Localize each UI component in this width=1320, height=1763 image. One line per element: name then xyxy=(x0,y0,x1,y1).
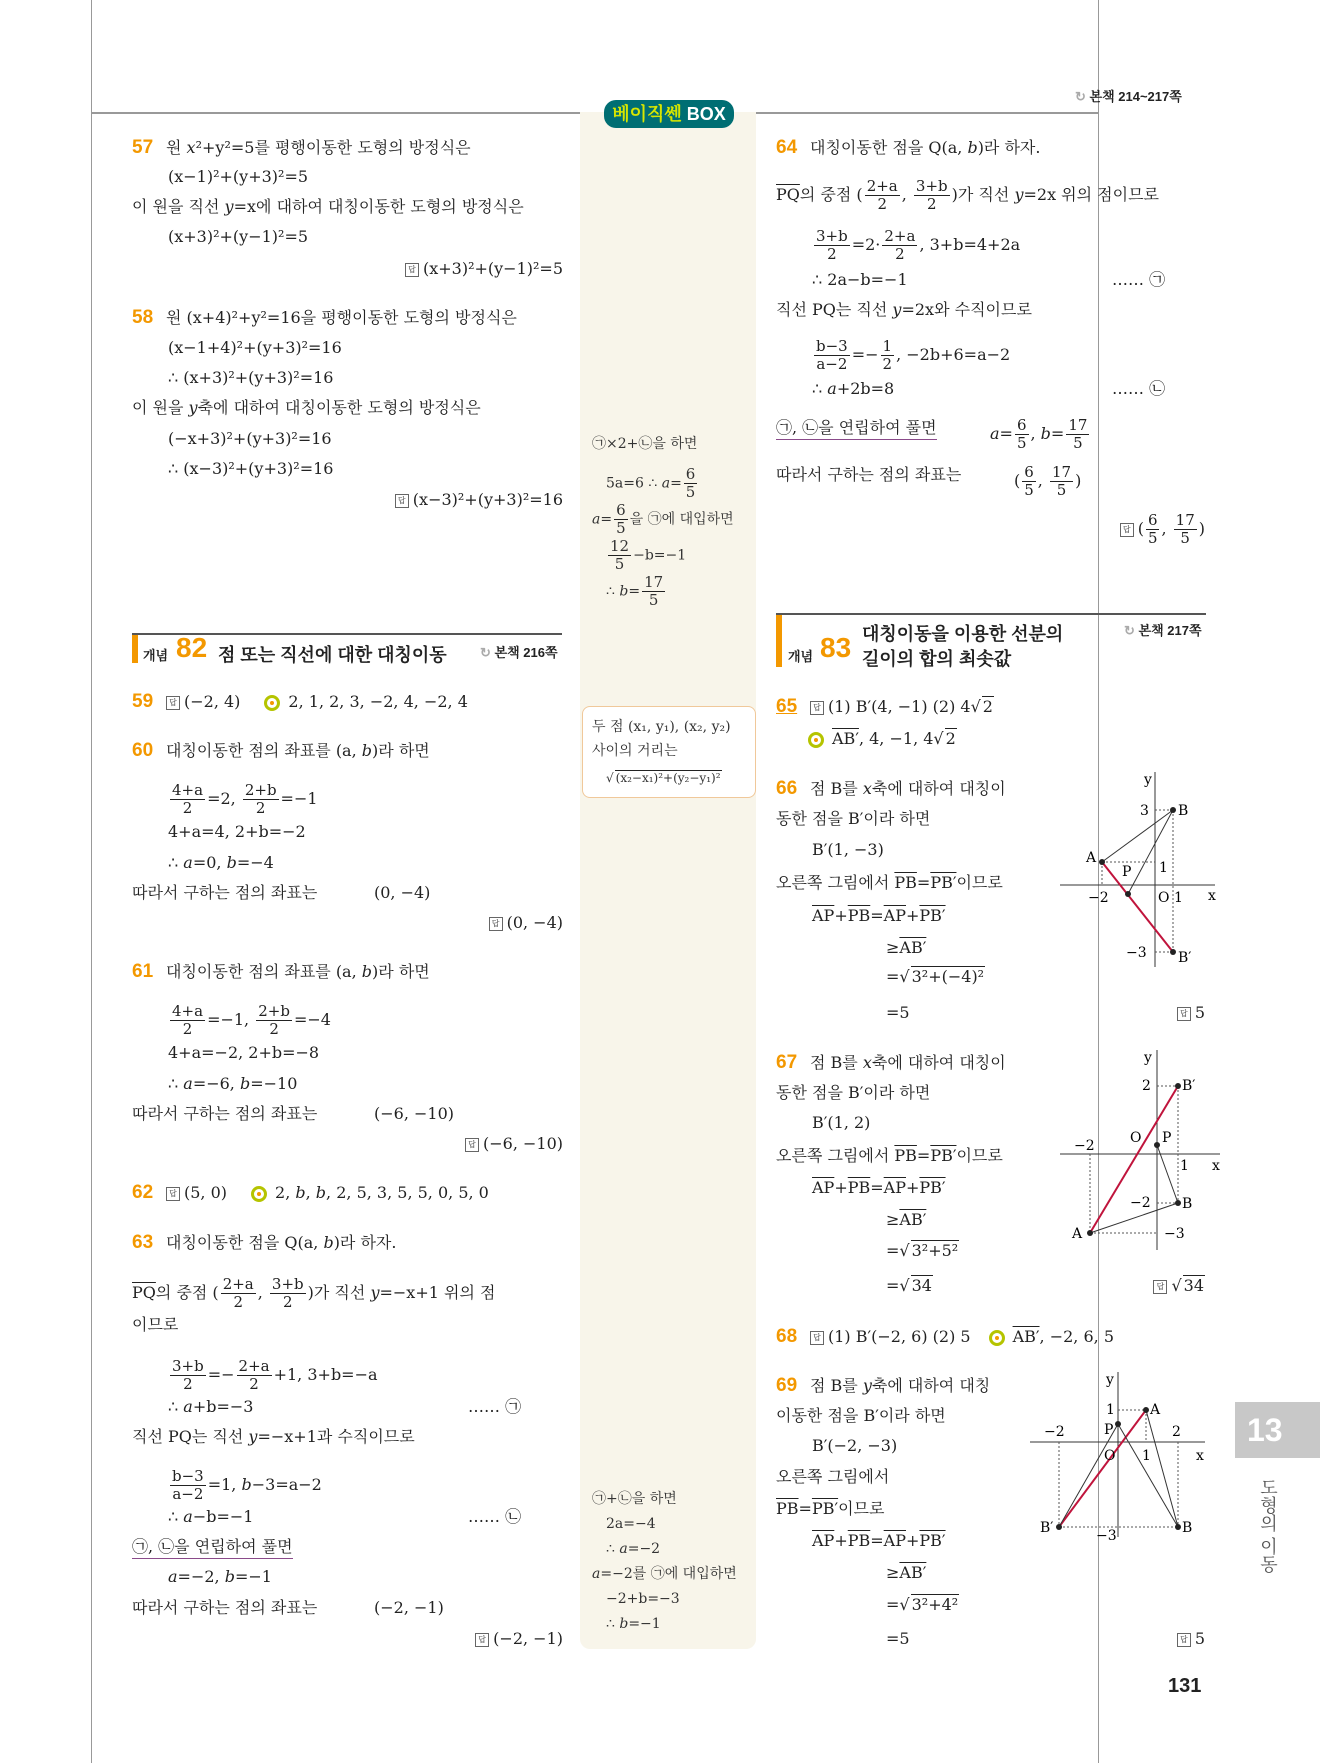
line: B′(1, −3) xyxy=(812,840,884,859)
answer-icon: 답 xyxy=(1177,1007,1191,1021)
note-line: 2a=−4 xyxy=(606,1516,656,1532)
line: (x+3)²+(y−1)²=5 xyxy=(168,227,309,246)
line: $\frac{4+a}{2}$ =−1, $\frac{2+b}{2}$ =−4 xyxy=(172,1002,331,1038)
line: B′(1, 2) xyxy=(812,1113,871,1132)
problem-number: 65 xyxy=(776,696,798,717)
line: 이므로 xyxy=(132,1315,179,1334)
line: 오른쪽 그림에서 $\overline{PB}=PB'$이므로 xyxy=(776,873,1003,892)
line: ∴ (x−3)²+(y+3)²=16 xyxy=(168,459,334,478)
answer xyxy=(405,258,563,280)
line: 따라서 구하는 점의 좌표는 xyxy=(776,465,962,484)
answer-icon: 답 xyxy=(465,1138,479,1152)
note-line: $\frac{12}{5}$ −b=−1 xyxy=(610,537,687,573)
graph-label: B′ xyxy=(1182,1078,1196,1094)
line: 오른쪽 그림에서 $\overline{PB}=PB'$이므로 xyxy=(776,1146,1003,1165)
line: 대칭이동한 점을 Q(a, b)라 하자. xyxy=(810,138,1041,157)
line: …… ㉠ xyxy=(1112,270,1166,289)
answer-text: √ 34 xyxy=(1171,1276,1204,1295)
line: 대칭이동한 점의 좌표를 (a, b)라 하면 xyxy=(166,741,430,760)
target-icon xyxy=(251,1186,267,1202)
line: (−2, −1) xyxy=(374,1598,444,1617)
problem-number: 57 xyxy=(132,137,154,158)
chapter-title: 도형의 이동 xyxy=(1258,1478,1278,1574)
answer-text: ( $\frac{6}{5}$ , $\frac{17}{5}$ ) xyxy=(1137,511,1205,547)
line: =√ 3²+(−4)² xyxy=(886,967,985,986)
graph-label: −3 xyxy=(1096,1528,1117,1542)
line: …… ㉠ xyxy=(468,1397,522,1416)
graph-label: P xyxy=(1122,864,1132,880)
fill-line xyxy=(800,728,957,750)
graph-label: −3 xyxy=(1126,945,1147,961)
graph-label: B xyxy=(1178,803,1189,819)
line: 4+a=−2, 2+b=−8 xyxy=(168,1043,320,1062)
chapter-number: 13 xyxy=(1247,1412,1283,1448)
graph-label: B xyxy=(1182,1196,1193,1212)
badge-text: 베이직쎈 xyxy=(612,104,682,124)
line: ∴ (x+3)²+(y+3)²=16 xyxy=(168,368,334,387)
problem-number: 69 xyxy=(776,1375,798,1396)
concept-ref-text: 본책 216쪽 xyxy=(494,645,558,660)
graph-label: 3 xyxy=(1140,803,1149,819)
line: ∴ a=−6, b=−10 xyxy=(168,1074,298,1093)
problem-number: 63 xyxy=(132,1232,154,1253)
answer-icon: 답 xyxy=(166,696,180,710)
graph-label: 1 xyxy=(1180,1158,1189,1174)
note-line: −2+b=−3 xyxy=(606,1591,680,1607)
line: 따라서 구하는 점의 좌표는 xyxy=(132,1104,318,1123)
target-icon xyxy=(264,695,280,711)
graph-label: P xyxy=(1162,1130,1172,1146)
line: ≥AB′ xyxy=(886,1210,927,1229)
graph-label: B′ xyxy=(1040,1520,1054,1536)
concept-ref xyxy=(480,642,558,661)
concept-rule xyxy=(776,613,1206,615)
segment-pb xyxy=(1128,810,1173,894)
note-line: ∴ b= $\frac{17}{5}$ xyxy=(606,573,664,609)
graph-label: 1 xyxy=(1106,1402,1115,1418)
problem-number: 64 xyxy=(776,137,798,158)
answer xyxy=(489,912,563,934)
line: 직선 PQ는 직선 y=2x와 수직이므로 xyxy=(776,300,1032,319)
line: $\frac{3+b}{2}$ =− $\frac{2+a}{2}$ +1, 3+b=−a xyxy=(172,1357,378,1393)
left-border xyxy=(91,0,92,1763)
refresh-icon: ↻ xyxy=(1124,623,1135,638)
concept-number: 83 xyxy=(820,632,852,663)
answer-icon: 답 xyxy=(810,701,824,715)
note-line: ㉠×2+㉡을 하면 xyxy=(592,436,698,452)
line: (x−1+4)²+(y+3)²=16 xyxy=(168,338,342,357)
concept-title: 대칭이동을 이용한 선분의 xyxy=(862,624,1064,644)
line: 대칭이동한 점을 Q(a, b)라 하자. xyxy=(166,1233,397,1252)
answer-text: (1) B′(4, −1) (2) 4√ 2 xyxy=(828,697,993,716)
line: 점 B를 x축에 대하여 대칭이 xyxy=(810,779,1006,798)
problem-number: 67 xyxy=(776,1052,798,1073)
answer-text: (1) B′(−2, 6) (2) 5 xyxy=(828,1327,971,1346)
line: 대칭이동한 점의 좌표를 (a, b)라 하면 xyxy=(166,962,430,981)
line: 동한 점을 B′이라 하면 xyxy=(776,1083,931,1102)
answer-text: (x−3)²+(y+3)²=16 xyxy=(412,490,563,509)
answer xyxy=(1177,1628,1205,1650)
line: ≥AB′ xyxy=(886,1563,927,1582)
line: 동한 점을 B′이라 하면 xyxy=(776,809,931,828)
refresh-icon: ↻ xyxy=(1075,89,1086,104)
fill-blanks: 2, 1, 2, 3, −2, 4, −2, 4 xyxy=(288,692,468,711)
line: …… ㉡ xyxy=(1112,379,1166,398)
graph-label: −2 xyxy=(1074,1138,1095,1154)
graph-label: −3 xyxy=(1164,1226,1185,1242)
answer xyxy=(465,1133,563,1155)
answer-text: (0, −4) xyxy=(506,913,563,932)
concept-number: 82 xyxy=(176,632,208,663)
line: (−x+3)²+(y+3)²=16 xyxy=(168,429,332,448)
answer-text: (−6, −10) xyxy=(482,1134,563,1153)
graph-label: x xyxy=(1208,888,1216,904)
graph-label: 2 xyxy=(1172,1424,1181,1440)
line: $\overline{AP}+\overline{PB}=\overline{AP}+PB'$ xyxy=(812,1178,946,1197)
line: 4+a=4, 2+b=−2 xyxy=(168,822,306,841)
note-line: 5a=6 ∴ a= $\frac{6}{5}$ xyxy=(606,465,696,501)
answer-icon: 답 xyxy=(1177,1633,1191,1647)
graph-label: x xyxy=(1196,1448,1204,1464)
line: (−6, −10) xyxy=(374,1104,455,1123)
line: 원 x²+y²=5를 평행이동한 도형의 방정식은 xyxy=(166,138,471,157)
line: 직선 PQ는 직선 y=−x+1과 수직이므로 xyxy=(132,1427,415,1446)
line: (x−1)²+(y+3)²=5 xyxy=(168,167,309,186)
answer-icon: 답 xyxy=(475,1633,489,1647)
note-line: ∴ a=−2 xyxy=(606,1541,661,1557)
problem-number: 62 xyxy=(132,1182,154,1203)
answer xyxy=(395,489,563,511)
graph-67 xyxy=(1060,1050,1225,1250)
line: $\frac{b-3}{a-2}$ =1, b−3=a−2 xyxy=(172,1467,322,1503)
answer-text: (−2, 4) xyxy=(184,692,241,711)
concept-ref-text: 본책 217쪽 xyxy=(1138,623,1202,638)
fill-blanks: AB′, −2, 6, 5 xyxy=(1012,1327,1114,1346)
line: $\overline{PQ}$의 중점 ( $\frac{2+a}{2}$ , $\frac{3+b}{2}$ )가 직선 y=2x 위의 점이므로 xyxy=(776,177,1160,213)
basic-box-badge xyxy=(604,100,734,128)
note-line: a=−2를 ㉠에 대입하면 xyxy=(592,1566,737,1582)
fill-blanks: AB′, 4, −1, 4√ 2 xyxy=(832,729,956,748)
graph-label: O xyxy=(1130,1130,1142,1146)
target-icon xyxy=(808,732,824,748)
note-line: 두 점 (x₁, y₁), (x₂, y₂) xyxy=(592,719,731,735)
line: ≥AB′ xyxy=(886,938,927,957)
graph-label: 1 xyxy=(1159,860,1168,876)
concept-ref xyxy=(1124,620,1202,639)
answer-icon: 답 xyxy=(1153,1280,1167,1294)
line: $\frac{4+a}{2}$ =2, $\frac{2+b}{2}$ =−1 xyxy=(172,781,318,817)
answer-text: 5 xyxy=(1194,1003,1205,1022)
graph-label: A xyxy=(1150,1402,1161,1418)
graph-label: x xyxy=(1212,1158,1220,1174)
line: ∴ a+2b=8 xyxy=(812,379,895,398)
answer-text: 5 xyxy=(1194,1629,1205,1648)
answer-text: (5, 0) xyxy=(184,1183,228,1202)
graph-label: 1 xyxy=(1174,890,1183,906)
page-number: 131 xyxy=(1168,1675,1202,1697)
line: $\frac{3+b}{2}$ =2· $\frac{2+a}{2}$ , 3+b=4+2a xyxy=(816,227,1021,263)
problem-number: 66 xyxy=(776,778,798,799)
target-icon xyxy=(989,1330,1005,1346)
fill-blanks: 2, b, b, 2, 5, 3, 5, 5, 0, 5, 0 xyxy=(275,1183,489,1202)
graph-label: 2 xyxy=(1142,1078,1151,1094)
line: $\frac{b-3}{a-2}$ =− $\frac{1}{2}$ , −2b+6=a−2 xyxy=(816,337,1011,373)
answer-icon: 답 xyxy=(489,917,503,931)
problem-number: 61 xyxy=(132,961,154,982)
graph-label: O xyxy=(1104,1448,1116,1464)
basic-box-column xyxy=(580,112,756,1649)
note-line: 사이의 거리는 xyxy=(592,743,678,759)
line: 따라서 구하는 점의 좌표는 xyxy=(132,883,318,902)
answer xyxy=(166,1182,489,1204)
line: ( $\frac{6}{5}$ , $\frac{17}{5}$ ) xyxy=(1014,463,1082,499)
note-line: a= $\frac{6}{5}$ 을 ㉠에 대입하면 xyxy=(592,501,734,537)
line: 원 (x+4)²+y²=16을 평행이동한 도형의 방정식은 xyxy=(166,308,517,327)
line: $\overline{AP}+\overline{PB}=\overline{AP}+PB'$ xyxy=(812,1531,946,1550)
answer xyxy=(1177,1002,1205,1024)
line: =√ 34 xyxy=(886,1276,932,1295)
graph-label: A xyxy=(1086,850,1097,866)
line: a= $\frac{6}{5}$ , b= $\frac{17}{5}$ xyxy=(990,416,1088,452)
problem-number: 59 xyxy=(132,691,154,712)
header-ref xyxy=(1075,86,1182,105)
graph-label: A xyxy=(1072,1226,1083,1242)
graph-label: y xyxy=(1106,1372,1114,1388)
answer xyxy=(1153,1275,1205,1297)
line: ㉠, ㉡을 연립하여 풀면 xyxy=(776,417,937,440)
line: 점 B를 y축에 대하여 대칭 xyxy=(810,1376,991,1395)
badge-box-text: BOX xyxy=(686,104,726,124)
graph-label: B xyxy=(1182,1520,1193,1536)
answer-text: (−2, −1) xyxy=(493,1629,563,1648)
answer-icon: 답 xyxy=(810,1331,824,1345)
graph-69 xyxy=(1030,1372,1210,1542)
header-ref-text: 본책 214~217쪽 xyxy=(1089,89,1182,104)
line: ∴ a+b=−3 xyxy=(168,1397,254,1416)
graph-label: y xyxy=(1144,1050,1152,1066)
line: 점 B를 x축에 대하여 대칭이 xyxy=(810,1053,1006,1072)
note-line: ㉠+㉡을 하면 xyxy=(592,1491,677,1507)
line: B′(−2, −3) xyxy=(812,1436,898,1455)
line: 오른쪽 그림에서 xyxy=(776,1467,890,1486)
line: 이 원을 직선 y=x에 대하여 대칭이동한 도형의 방정식은 xyxy=(132,197,524,216)
line: a=−2, b=−1 xyxy=(168,1567,272,1586)
line: 따라서 구하는 점의 좌표는 xyxy=(132,1598,318,1617)
problem-number: 68 xyxy=(776,1326,798,1347)
answer xyxy=(1120,512,1205,547)
graph-label: 1 xyxy=(1142,1448,1151,1464)
graph-label: O xyxy=(1158,890,1170,906)
line: =5 xyxy=(886,1629,910,1648)
concept-title: 점 또는 직선에 대한 대칭이동 xyxy=(218,645,447,665)
line: ∴ a−b=−1 xyxy=(168,1507,254,1526)
graph-66 xyxy=(1060,772,1220,972)
graph-label: y xyxy=(1144,772,1152,788)
answer xyxy=(475,1628,563,1650)
graph-label: −2 xyxy=(1088,890,1109,906)
concept-tag: 개념 xyxy=(143,648,169,663)
line: $\overline{AP}+\overline{PB}=\overline{AP}+PB'$ xyxy=(812,906,946,925)
line: 이 원을 y축에 대하여 대칭이동한 도형의 방정식은 xyxy=(132,398,481,417)
answer xyxy=(810,696,994,718)
concept-bar xyxy=(132,635,138,663)
line: ∴ 2a−b=−1 xyxy=(812,270,908,289)
concept-bar xyxy=(776,615,782,667)
answer-icon: 답 xyxy=(1120,523,1134,537)
graph-label: P xyxy=(1104,1422,1114,1438)
line: =√ 3²+4² xyxy=(886,1595,959,1614)
line: =√ 3²+5² xyxy=(886,1241,959,1260)
answer xyxy=(810,1326,1114,1348)
answer-text: (x+3)²+(y−1)²=5 xyxy=(422,259,563,278)
line: ∴ a=0, b=−4 xyxy=(168,853,274,872)
note-line: √ (x₂−x₁)²+(y₂−y₁)² xyxy=(606,771,721,785)
problem-number: 60 xyxy=(132,740,154,761)
note-line: ∴ b=−1 xyxy=(606,1616,661,1632)
graph-label: B′ xyxy=(1178,950,1192,966)
concept-tag: 개념 xyxy=(788,649,814,664)
line: (0, −4) xyxy=(374,883,431,902)
answer xyxy=(166,691,468,713)
graph-label: −2 xyxy=(1044,1424,1065,1440)
line: =5 xyxy=(886,1003,910,1022)
segment-ab xyxy=(1102,810,1173,862)
answer-icon: 답 xyxy=(395,494,409,508)
refresh-icon: ↻ xyxy=(480,645,491,660)
line: 이동한 점을 B′이라 하면 xyxy=(776,1406,946,1425)
concept-title: 길이의 합의 최솟값 xyxy=(862,649,1012,669)
line: …… ㉡ xyxy=(468,1507,522,1526)
answer-icon: 답 xyxy=(166,1187,180,1201)
answer-icon: 답 xyxy=(405,263,419,277)
problem-number: 58 xyxy=(132,307,154,328)
chapter-tab[interactable] xyxy=(1235,1402,1320,1458)
graph-label: −2 xyxy=(1130,1195,1151,1211)
line: ㉠, ㉡을 연립하여 풀면 xyxy=(132,1536,293,1559)
line: $\overline{PB}=PB'$이므로 xyxy=(776,1499,885,1518)
line: $\overline{PQ}$의 중점 ( $\frac{2+a}{2}$ , $\frac{3+b}{2}$ )가 직선 y=−x+1 위의 점 xyxy=(132,1275,496,1311)
